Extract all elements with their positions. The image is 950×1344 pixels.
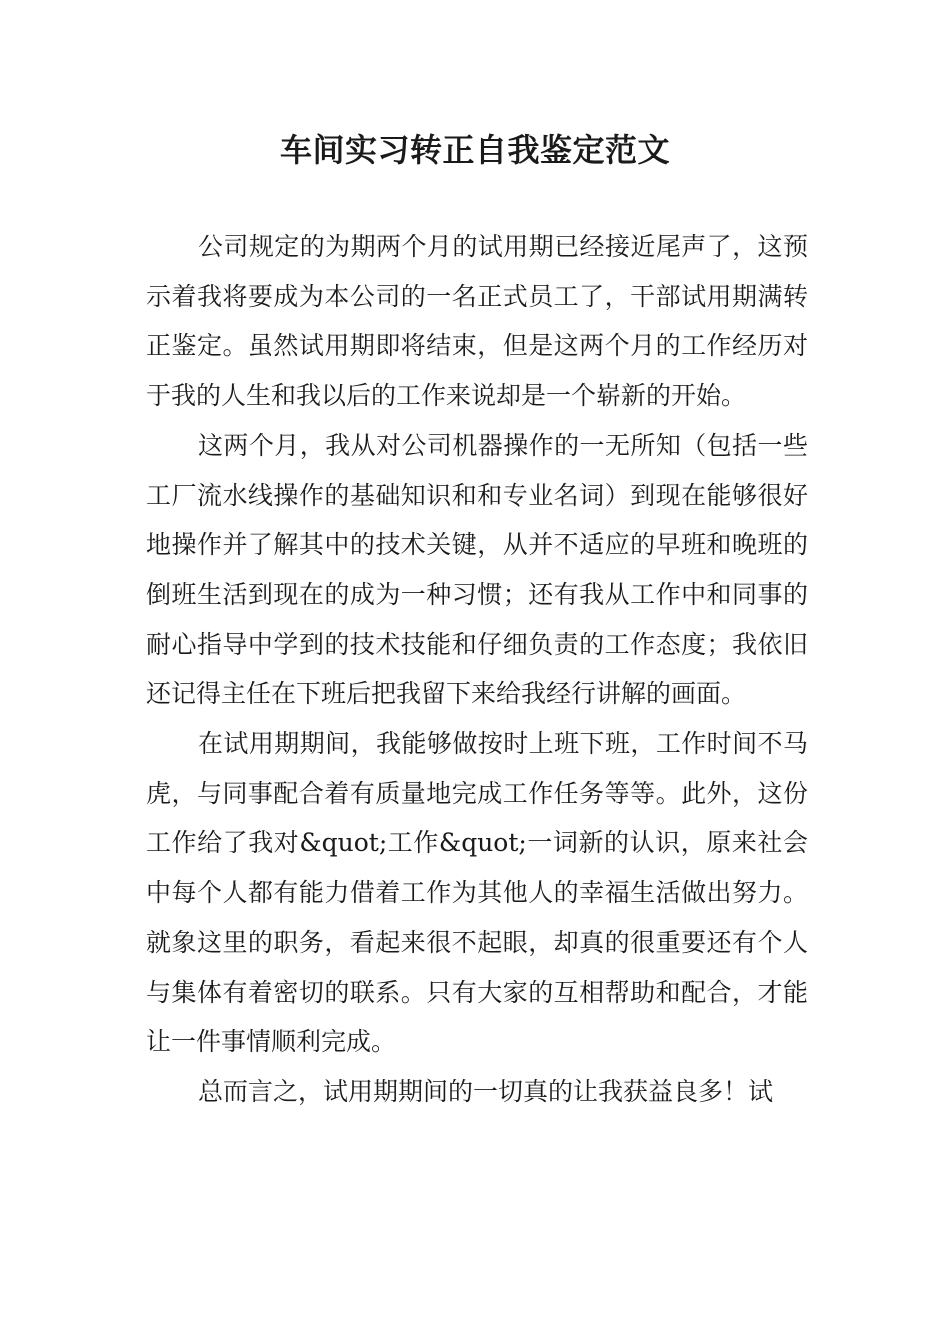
paragraph-1: 公司规定的为期两个月的试用期已经接近尾声了，这预示着我将要成为本公司的一名正式员工了，干部试用期满转正鉴定。虽然试用期即将结束，但是这两个月的工作经历对于我的人生和我以后的工作来说却是一个崭新的开始。	[146, 232, 808, 411]
document-title: 车间实习转正自我鉴定范文	[279, 131, 670, 169]
paragraph-4: 总而言之，试用期期间的一切真的让我获益良多！试	[198, 1076, 774, 1106]
document-body	[146, 222, 808, 1117]
paragraph-2: 这两个月，我从对公司机器操作的一无所知（包括一些工厂流水线操作的基础知识和和专业名词）到现在能够很好地操作并了解其中的技术关键，从并不适应的早班和晚班的倒班生活到现在的成为一种习惯；还有我从工作中和同事的耐心指导中学到的技术技能和仔细负责的工作态度；我依旧还记得主任在下班后把我留下来给我经行讲解的画面。	[146, 430, 808, 709]
paragraph-3: 在试用期期间，我能够做按时上班下班，工作时间不马虎，与同事配合着有质量地完成工作任务等等。此外，这份工作给了我对&quot;工作&quot;一词新的认识，原来社会中每个人都有能力借着工作为其他人的幸福生活做出努力。就象这里的职务，看起来很不起眼，却真的很重要还有个人与集体有着密切的联系。只有大家的互相帮助和配合，才能让一件事情顺利完成。	[146, 729, 808, 1057]
